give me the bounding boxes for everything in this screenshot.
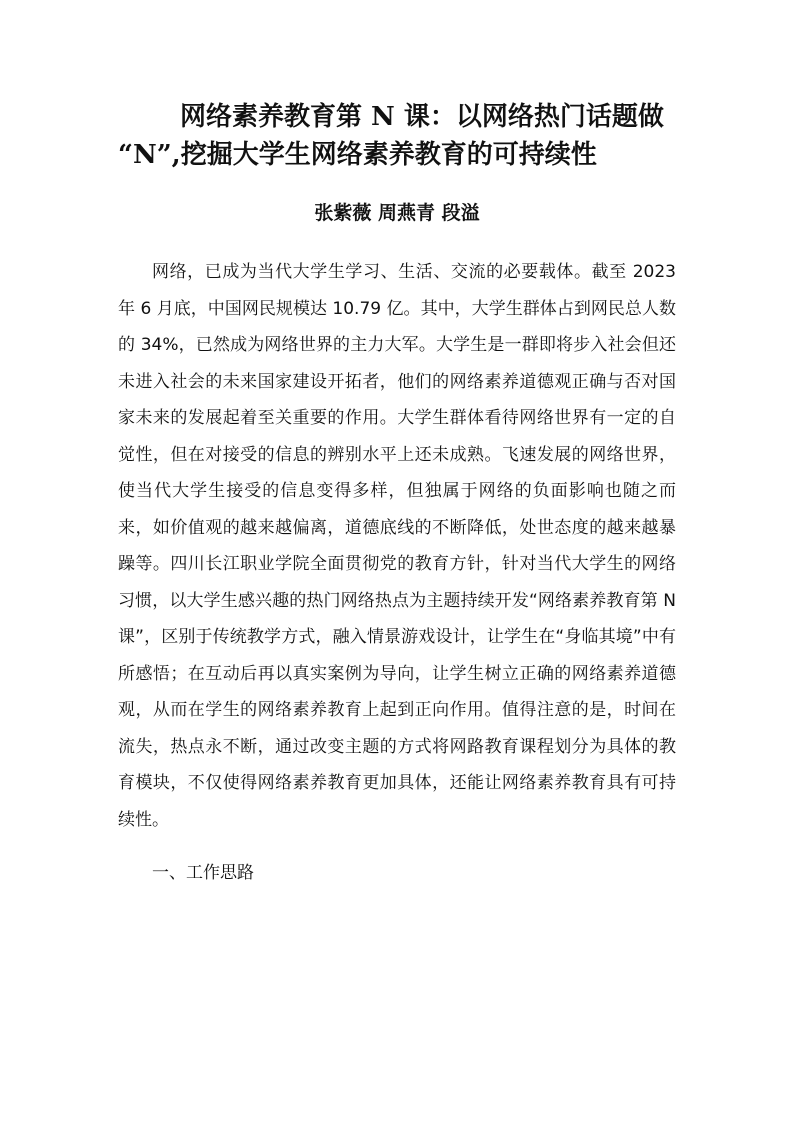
body-paragraph: 网络，已成为当代大学生学习、生活、交流的必要载体。截至 2023 年 6 月底，中国网民规模达 10.79 亿。其中，大学生群体占到网民总人数的 34%，已然成为网络世界的主力大军。大学生是一群即将步入社会但还未进入社会的未来国家建设开拓者，他们的网络素养道德观正确与否对国家未来的发展起着至关重要的作用。大学生群体看待网络世界有一定的自觉性，但在对接受的信息的辨别水平上还未成熟。飞速发展的网络世界，使当代大学生接受的信息变得多样，但独属于网络的负面影响也随之而来，如价值观的越来越偏离，道德底线的不断降低，处世态度的越来越暴躁等。四川长江职业学院全面贯彻党的教育方针，针对当代大学生的网络习惯，以大学生感兴趣的热门网络热点为主题持续开发“网络素养教育第 N 课”，区别于传统教学方式，融入情景游戏设计，让学生在“身临其境”中有所感悟；在互动后再以真实案例为导向，让学生树立正确的网络素养道德观，从而在学生的网络素养教育上起到正向作用。值得注意的是，时间在流失，热点永不断，通过改变主题的方式将网路教育课程划分为具体的教育模块，不仅使得网络素养教育更加具体，还能让网络素养教育具有可持续性。 — [118, 262, 676, 830]
title-line-1: 网络素养教育第 N 课：以网络热门话题做 — [180, 102, 664, 132]
title-line-2: “N”,挖掘大学生网络素养教育的可持续性 — [118, 140, 597, 170]
author-list: 张紫薇 周燕青 段溢 — [314, 202, 480, 224]
document-title — [118, 98, 676, 174]
section-heading: 一、工作思路 — [152, 863, 254, 883]
